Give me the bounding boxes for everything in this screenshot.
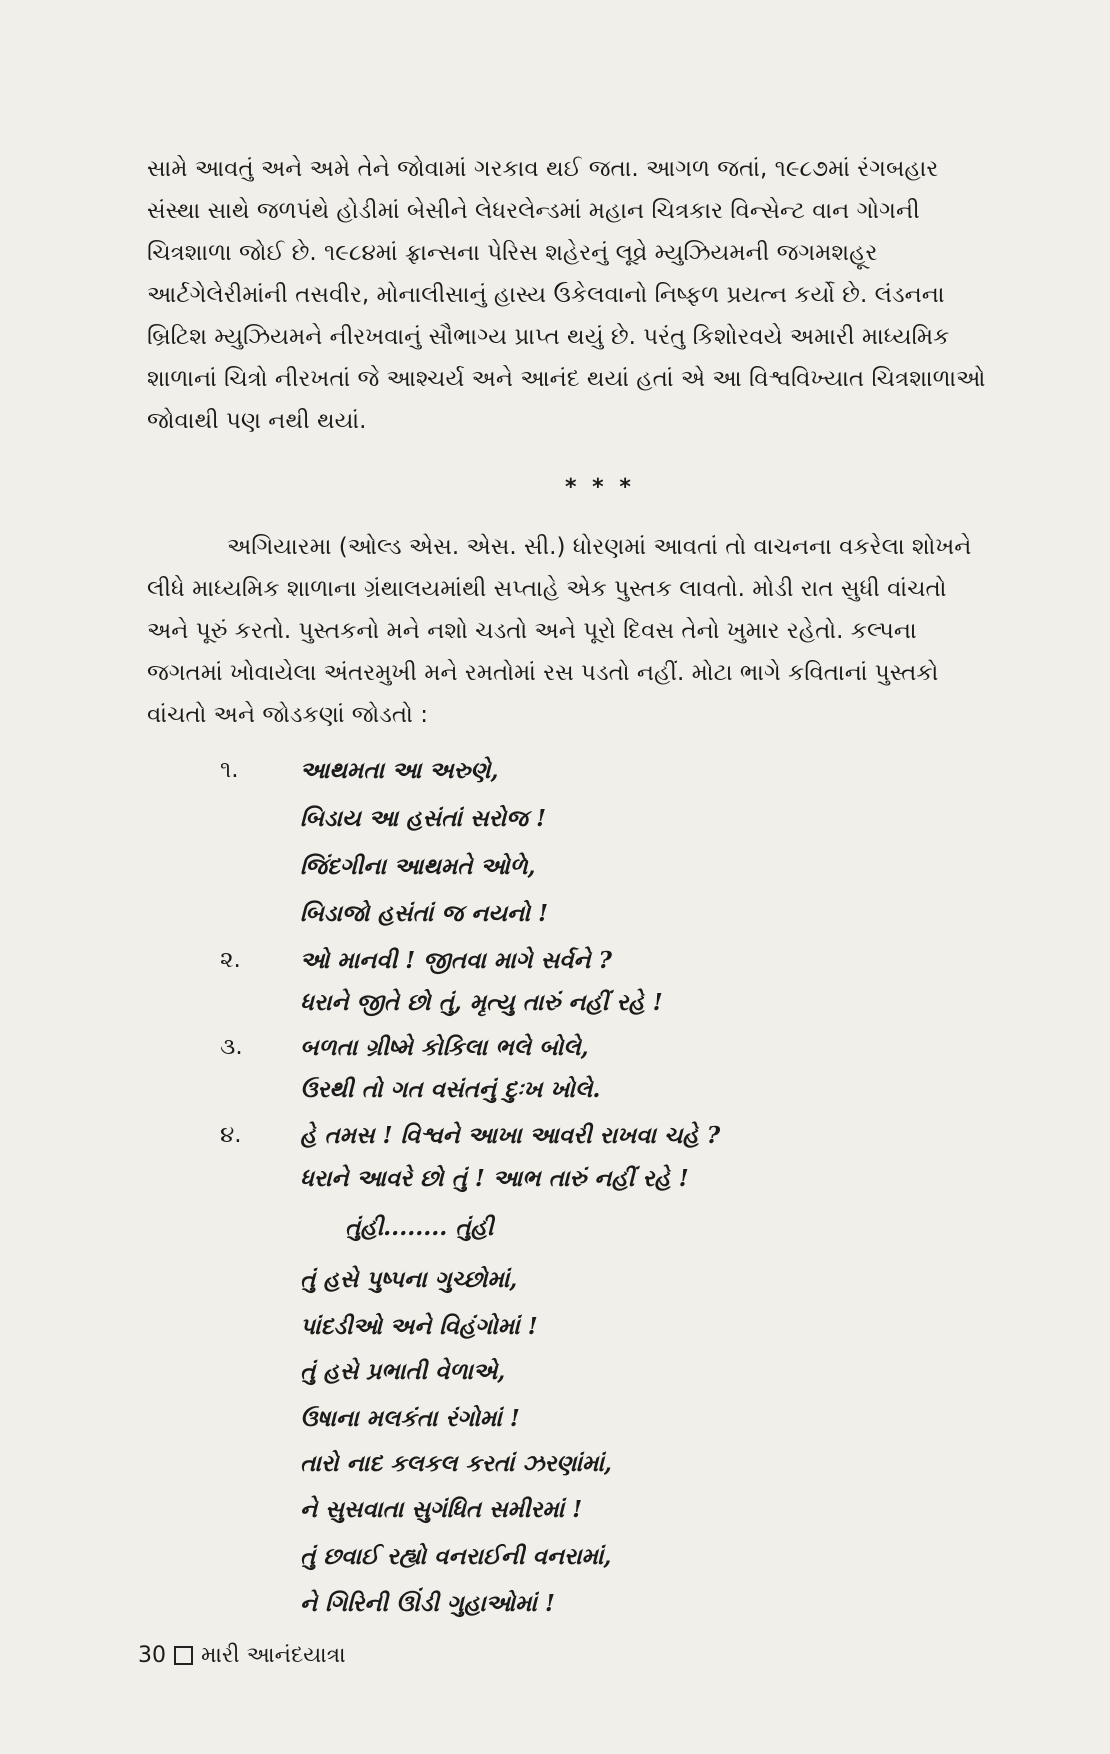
text-line: અને પૂરું કરતો. પુસ્તકનો મને નશો ચડતો અને પૂરો દિવસ તેનો ખુમાર રહેતો. કલ્પના [147,618,917,644]
poem-line: તું હસે પ્રભાતી વેળાએ, [300,1358,506,1385]
paragraph-1 [147,148,1052,442]
poem-line: તુંહી........ તુંહી [345,1214,494,1241]
text-line: અગિયારમા (ઓલ્ડ એસ. એસ. સી.) ધોરણમાં આવતાં તો વાચનના વકરેલા શોખને [227,534,972,560]
poem-line: ધરાને જીતે છો તું, મૃત્યુ તારું નહીં રહે ! [300,989,663,1016]
text-line: સામે આવતું અને અમે તેને જોવામાં ગરકાવ થઈ જતા. આગળ જતાં, ૧૯૮૭માં રંગબહાર [147,156,939,182]
poem-line: હે તમસ ! વિશ્વને આખા આવરી રાખવા ચહે ? [300,1122,721,1149]
paragraph-2 [147,526,1052,736]
section-separator: * * * [565,475,635,500]
poem-line: તારો નાદ કલકલ કરતાં ઝરણાંમાં, [300,1450,612,1477]
poem-line: બળતા ગ્રીષ્મે કોકિલા ભલે બોલે, [300,1034,589,1061]
poem-line: ને સુસવાતા સુગંધિત સમીરમાં ! [300,1496,583,1523]
book-title: મારી આનંદયાત્રા [201,1643,346,1668]
poem-line: તું હસે પુષ્પના ગુચ્છોમાં, [300,1266,518,1293]
text-line: લીધે માધ્યમિક શાળાના ગ્રંથાલયમાંથી સપ્તાહે એક પુસ્તક લાવતો. મોડી રાત સુધી વાંચતો [147,576,947,602]
page-footer [138,1643,346,1668]
text-line: જોવાથી પણ નથી થયાં. [147,408,367,434]
poem-line: ઉરથી તો ગત વસંતનું દુઃખ ખોલે. [300,1076,601,1103]
poem-line: બિડાજો હસંતાં જ નયનો ! [300,900,549,927]
poem-number: ૨. [220,947,241,973]
text-line: વાંચતો અને જોડકણાં જોડતો : [147,702,428,728]
square-icon [174,1646,193,1665]
poem-number: ૩. [220,1034,243,1060]
poem-number: ૧. [220,757,239,783]
poem-line: આથમતા આ અરુણે, [300,757,499,784]
poem-number: ૪. [220,1122,242,1148]
poem-line: બિડાય આ હસંતાં સરોજ ! [300,805,547,832]
poem-line: પાંદડીઓ અને વિહંગોમાં ! [300,1313,538,1340]
text-line: ચિત્રશાળા જોઈ છે. ૧૯૮૪માં ફ્રાન્સના પેરિસ શહેરનું લૂવ્રે મ્યુઝિયમની જગમશહૂર [147,240,878,266]
poem-line: ઉષાના મલકંતા રંગોમાં ! [300,1405,520,1432]
poem-line: તું છવાઈ રહ્યો વનરાઈની વનરામાં, [300,1543,612,1570]
poem-line: ઓ માનવી ! જીતવા માગે સર્વને ? [300,947,613,974]
page-number: 30 [138,1643,166,1668]
text-line: સંસ્થા સાથે જળપંથે હોડીમાં બેસીને લેધરલેન્ડમાં મહાન ચિત્રકાર વિન્સેન્ટ વાન ગોગની [147,198,920,224]
text-line: શાળાનાં ચિત્રો નીરખતાં જે આશ્ચર્ય અને આનંદ થયાં હતાં એ આ વિશ્વવિખ્યાત ચિત્રશાળાઓ [147,366,986,392]
text-line: આર્ટગેલેરીમાંની તસવીર, મોનાલીસાનું હાસ્ય ઉકેલવાનો નિષ્ફળ પ્રયત્ન કર્યો છે. લંડનના [147,282,945,308]
poem-line: જિંદગીના આથમતે ઓળે, [300,853,536,880]
text-line: બ્રિટિશ મ્યુઝિયમને નીરખવાનું સૌભાગ્ય પ્રાપ્ત થયું છે. પરંતુ કિશોરવયે અમારી માધ્યમિક [147,324,950,350]
text-line: જગતમાં ખોવાયેલા અંતરમુખી મને રમતોમાં રસ પડતો નહીં. મોટા ભાગે કવિતાનાં પુસ્તકો [147,660,939,686]
poem-line: ધરાને આવરે છો તું ! આભ તારું નહીં રહે ! [300,1165,689,1192]
poem-line: ને ગિરિની ઊંડી ગુહાઓમાં ! [300,1590,555,1617]
